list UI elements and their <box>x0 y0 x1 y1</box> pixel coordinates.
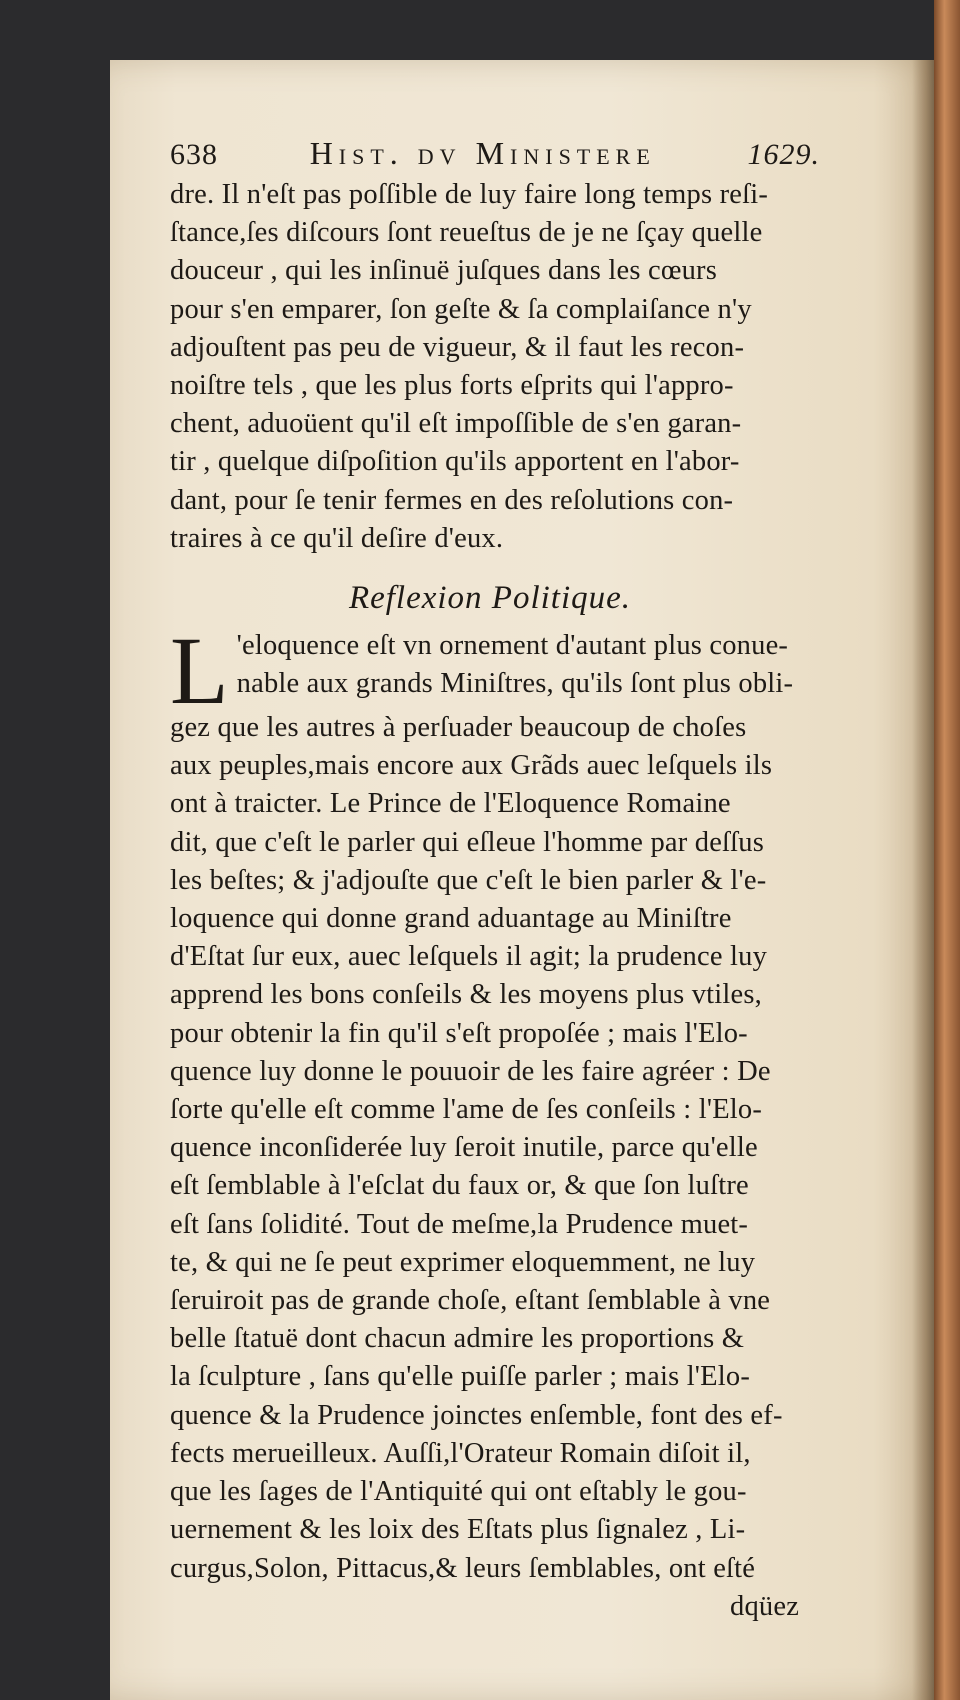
text-line: tir , quelque diſpoſition qu'ils apportent en l'abor- <box>170 446 740 478</box>
section-heading: Reflexion Politique. <box>348 580 632 617</box>
text-line: ont à traicter. Le Prince de l'Eloquence Romaine <box>170 788 731 820</box>
text-line: la ſculpture , ſans qu'elle puiſſe parler ; mais l'Elo- <box>170 1361 751 1393</box>
text-line: quence luy donne le pouuoir de les faire agréer : De <box>170 1055 771 1087</box>
text-line: eſt ſans ſolidité. Tout de meſme,la Prudence muet- <box>170 1208 749 1240</box>
text-line: fects merueilleux. Auſſi,l'Orateur Romain diſoit il, <box>170 1437 751 1469</box>
text-line: d'Eſtat ſur eux, auec leſquels il agit; la prudence luy <box>170 941 768 973</box>
running-head <box>170 135 820 172</box>
paragraph-2 <box>170 617 930 1626</box>
text-line: belle ſtatuë dont chacun admire les proportions & <box>170 1323 745 1355</box>
text-line: ſtance,ſes diſcours ſont reueſtus de je ne ſçay quelle <box>170 217 763 249</box>
text-line: douceur , qui les inſinuë juſques dans les cœurs <box>170 255 718 287</box>
text-line: apprend les bons conſeils & les moyens plus vtiles, <box>170 979 763 1011</box>
text-line: traires à ce qu'il deſire d'eux. <box>170 522 504 554</box>
text-line: loquence qui donne grand aduantage au Miniſtre <box>170 903 732 935</box>
text-line: ſorte qu'elle eſt comme l'ame de ſes conſeils : l'Elo- <box>170 1094 763 1126</box>
page-text <box>170 135 930 1626</box>
text-line: quence inconſiderée luy ſeroit inutile, parce qu'elle <box>170 1132 758 1164</box>
text-line: nable aux grands Miniſtres, qu'ils ſont plus obli- <box>236 668 794 700</box>
text-line: dit, que c'eſt le parler qui eſleue l'homme par deſſus <box>170 826 765 858</box>
drop-cap-initial: L <box>170 617 229 725</box>
text-line: chent, aduoüent qu'il eſt impoſſible de s'en garan- <box>170 408 742 440</box>
text-line: pour obtenir la fin qu'il s'eſt propoſée ; mais l'Elo- <box>170 1017 748 1049</box>
text-line: dant, pour ſe tenir fermes en des reſolutions con- <box>170 484 734 516</box>
year-marker: 1629. <box>747 138 820 171</box>
text-line: eſt ſemblable à l'eſclat du faux or, & que ſon luſtre <box>170 1170 749 1202</box>
text-line: pour s'en emparer, ſon geſte & ſa complaiſance n'y <box>170 293 752 325</box>
running-title: Hist. dv Ministere <box>309 135 656 171</box>
text-line: que les ſages de l'Antiquité qui ont eſtably le gou- <box>170 1476 747 1508</box>
text-line: aux peuples,mais encore aux Grãds auec leſquels ils <box>170 750 773 782</box>
text-line: te, & qui ne ſe peut exprimer eloquemment, ne luy <box>170 1246 756 1278</box>
text-line: noiſtre tels , que les plus forts eſprits qui l'appro- <box>170 370 734 402</box>
text-line: dre. Il n'eſt pas poſſible de luy faire long temps reſi- <box>170 179 769 210</box>
text-line: 'eloquence eſt vn ornement d'autant plus conue- <box>236 630 789 662</box>
text-line: gez que les autres à perſuader beaucoup de choſes <box>170 712 747 744</box>
text-line: ſeruiroit pas de grande choſe, eſtant ſemblable à vne <box>170 1285 771 1317</box>
text-line: adjouſtent pas peu de vigueur, & il faut les recon- <box>170 331 745 363</box>
book-binding-edge <box>934 0 960 1700</box>
text-line: les beſtes; & j'adjouſte que c'eſt le bien parler & l'e- <box>170 864 767 896</box>
text-line: quence & la Prudence joinctes enſemble, font des ef- <box>170 1399 783 1431</box>
page-number: 638 <box>170 138 218 171</box>
text-line: curgus,Solon, Pittacus,& leurs ſemblables, ont eſté <box>170 1552 756 1584</box>
text-line: uernement & les loix des Eſtats plus ſignalez , Li- <box>170 1514 746 1546</box>
paragraph-1 <box>170 176 930 558</box>
catchword: dqüez <box>730 1590 800 1622</box>
